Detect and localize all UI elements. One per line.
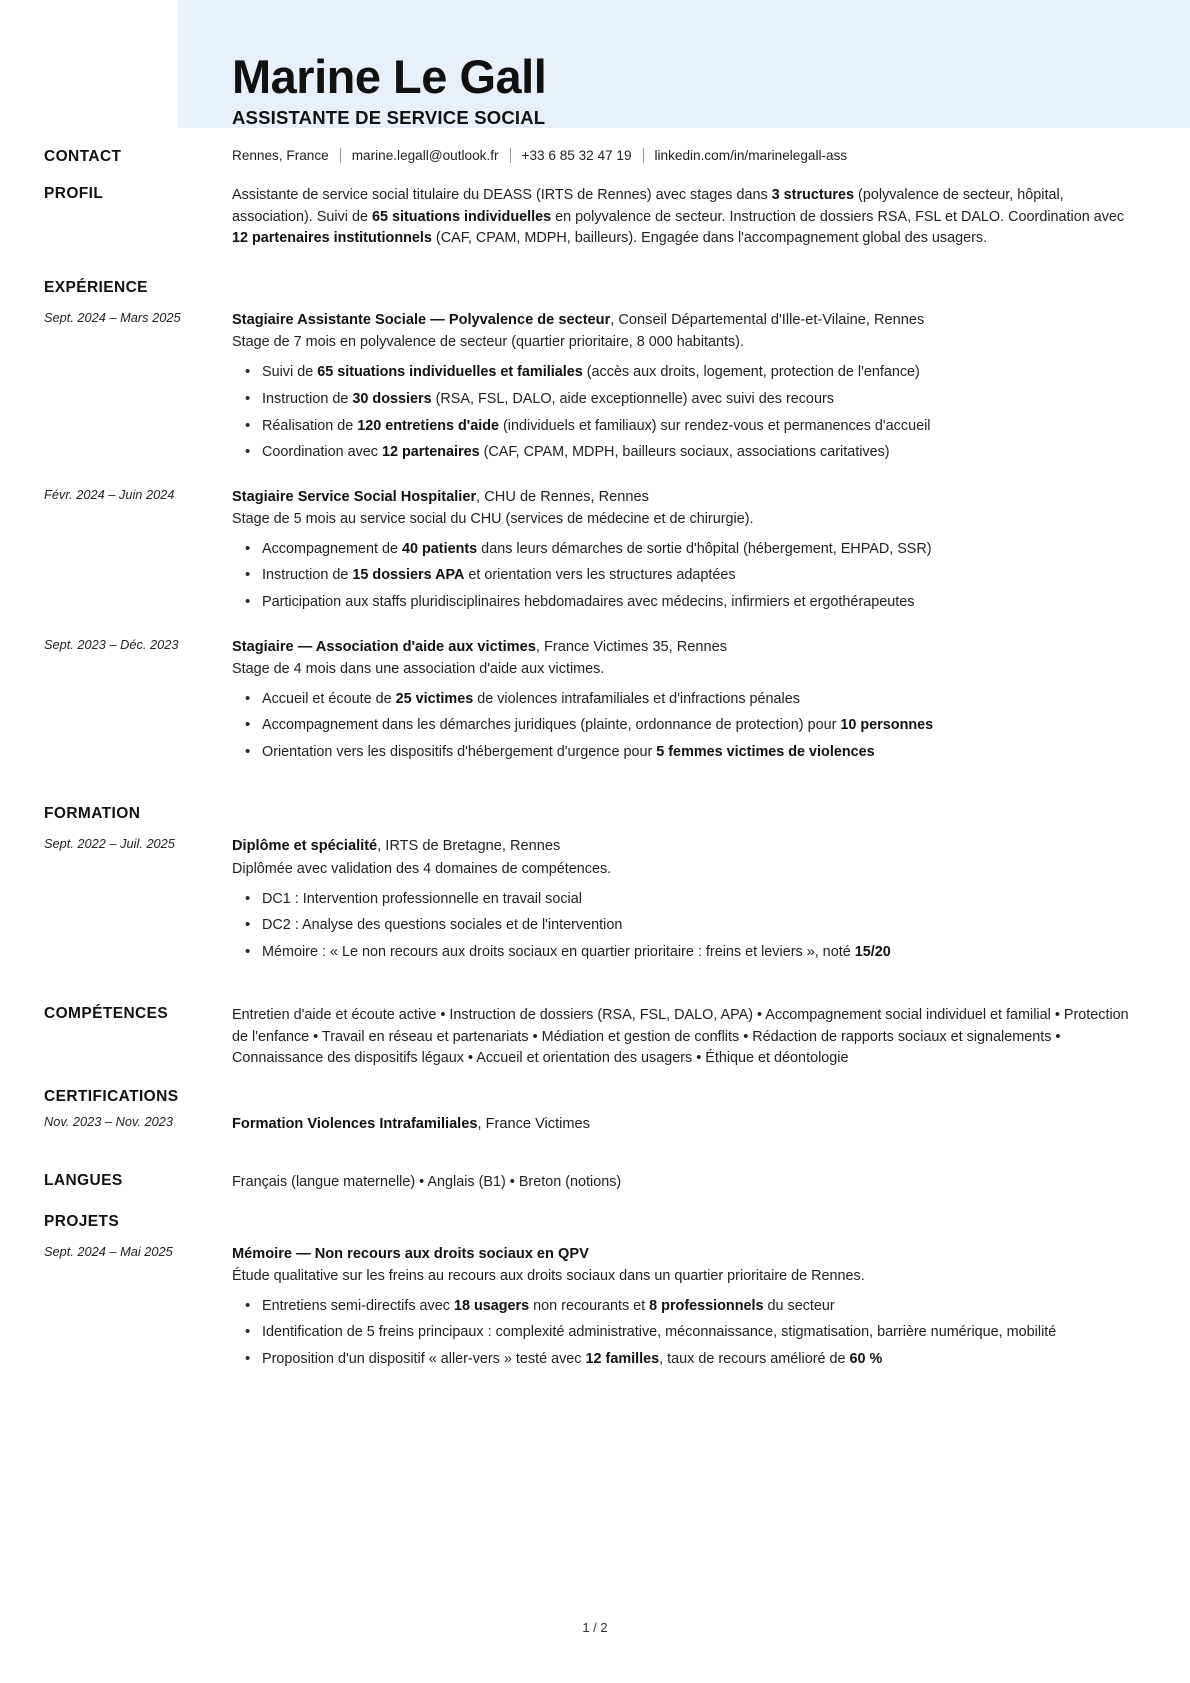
entry-daterange: Sept. 2024 – Mars 2025 [44,310,181,326]
entry-body [232,1244,1130,1376]
list-item: • Accueil et écoute de 25 victimes de violences intrafamiliales et d'infractions pénales [262,689,1130,711]
list-item: • Coordination avec 12 partenaires (CAF, CPAM, MDPH, bailleurs sociaux, associations caritatives) [262,442,1130,464]
entry-heading [232,1244,1130,1265]
job-title: ASSISTANTE DE SERVICE SOCIAL [232,107,546,129]
profil-text: Assistante de service social titulaire du DEASS (IRTS de Rennes) avec stages dans 3 structures (polyvalence de secteur, hôpital, association). Suivi de 65 situations individuelles en polyvalence de secteur. Instruction de dossiers RSA, FSL et DALO. Coordination avec 12 partenaires institutionnels (CAF, CPAM, MDPH, bailleurs). Engagée dans l'accompagnement global des usagers. [232,187,1125,246]
section-certifications-title [0,1088,1190,1106]
contact-divider [340,148,341,163]
profil-body [232,185,1130,249]
projets-items [0,1244,1190,1376]
section-title-profil: PROFIL [44,185,104,203]
entry-body [232,310,1130,468]
entry-role: Formation Violences Intrafamiliales [232,1116,478,1133]
section-title-contact: CONTACT [44,148,122,166]
section-title-projets: PROJETS [44,1212,120,1230]
entry-row [0,310,1190,468]
section-title-formation: FORMATION [44,805,141,823]
entry-bullet-list [232,539,1130,614]
contact-body [232,148,1130,166]
entry-bullet-list [232,1296,1130,1371]
contact-line [232,148,1130,163]
langues-text: Français (langue maternelle) • Anglais (B1) • Breton (notions) [232,1174,622,1191]
entry-summary: Stage de 7 mois en polyvalence de secteur (quartier prioritaire, 8 000 habitants). [232,334,744,351]
competences-text: Entretien d'aide et écoute active • Instruction de dossiers (RSA, FSL, DALO, APA) • Accompagnement social individuel et familial • Protection de l'enfance • Travail en réseau et partenariats • Médiation et gestion de conflits • Rédaction de rapports sociaux et signalements • Connaissance des dispositifs légaux • Accueil et orientation des usagers • Éthique et déontologie [232,1007,1129,1066]
page-footer [0,1620,1190,1635]
list-item: • Suivi de 65 situations individuelles et familiales (accès aux droits, logement, protection de l'enfance) [262,362,1130,384]
entry-row [0,1114,1190,1135]
contact-divider [510,148,511,163]
entry-organization: , France Victimes 35, Rennes [535,638,728,655]
contact-divider [643,148,644,163]
entry-summary: Diplômée avec validation des 4 domaines de compétences. [232,860,612,877]
competences-body [232,1005,1130,1069]
entry-row [0,487,1190,619]
page-title: Marine Le Gall [232,50,547,103]
list-item: • DC2 : Analyse des questions sociales et de l'intervention [262,915,1130,937]
entry-organization: , CHU de Rennes, Rennes [476,488,649,505]
section-formation-title [0,805,1190,823]
entry-daterange: Sept. 2022 – Juil. 2025 [44,836,175,852]
entry-daterange: Sept. 2023 – Déc. 2023 [44,636,179,652]
formation-items [0,836,1190,968]
section-title-certifications: CERTIFICATIONS [44,1088,179,1106]
list-item: • Orientation vers les dispositifs d'hébergement d'urgence pour 5 femmes victimes de violences [262,742,1130,764]
formation-gutter [44,805,232,823]
entry-bullet-list [232,362,1130,463]
entry-row [0,637,1190,769]
section-title-experience: EXPÉRIENCE [44,279,148,297]
section-title-langues: LANGUES [44,1172,123,1190]
entry-dates-gutter [44,1244,232,1376]
list-item: • Proposition d'un dispositif « aller-vers » testé avec 12 familles, taux de recours amélioré de 60 % [262,1349,1130,1371]
list-item: • Accompagnement dans les démarches juridiques (plainte, ordonnance de protection) pour 10 personnes [262,715,1130,737]
list-item: • Participation aux staffs pluridisciplinaires hebdomadaires avec médecins, infirmiers et ergothérapeutes [262,592,1130,614]
certifications-items [0,1114,1190,1135]
langues-body [232,1172,1130,1193]
entry-dates-gutter [44,836,232,968]
entry-summary: Étude qualitative sur les freins au recours aux droits sociaux dans un quartier prioritaire de Rennes. [232,1267,865,1284]
section-contact [0,148,1190,166]
entry-bullet-list [232,889,1130,964]
experience-items [0,310,1190,768]
entry-row [0,1244,1190,1376]
entry-summary: Stage de 5 mois au service social du CHU (services de médecine et de chirurgie). [232,510,754,527]
entry-body [232,637,1130,769]
page-indicator: 1 / 2 [582,1620,608,1635]
entry-organization: , France Victimes [477,1116,590,1133]
profil-gutter [44,185,232,249]
competences-gutter [44,1005,232,1069]
entry-role: Stagiaire — Association d'aide aux victimes [232,638,536,655]
contact-gutter [44,148,232,166]
entry-heading [232,637,1130,658]
entry-daterange: Févr. 2024 – Juin 2024 [44,486,175,502]
entry-body [232,1114,1130,1135]
list-item: • Identification de 5 freins principaux : complexité administrative, méconnaissance, stigmatisation, barrière numérique, mobilité [262,1322,1130,1344]
entry-dates-gutter [44,487,232,619]
entry-heading [232,836,1130,857]
contact-email[interactable]: marine.legall@outlook.fr [351,148,499,164]
entry-heading [232,487,1130,508]
entry-organization: , IRTS de Bretagne, Rennes [377,838,561,855]
entry-body [232,836,1130,968]
section-projets-title [0,1213,1190,1231]
entry-heading [232,1114,1130,1135]
entry-row [0,836,1190,968]
list-item: • Entretiens semi-directifs avec 18 usagers non recourants et 8 professionnels du secteur [262,1296,1130,1318]
entry-bullet-list [232,689,1130,764]
list-item: • Instruction de 15 dossiers APA et orientation vers les structures adaptées [262,565,1130,587]
entry-role: Stagiaire Service Social Hospitalier [232,488,477,505]
entry-daterange: Nov. 2023 – Nov. 2023 [44,1114,173,1130]
entry-role: Diplôme et spécialité [232,838,378,855]
list-item: • Mémoire : « Le non recours aux droits sociaux en quartier prioritaire : freins et leviers », noté 15/20 [262,942,1130,964]
contact-phone[interactable]: +33 6 85 32 47 19 [521,148,632,164]
projets-gutter [44,1213,232,1231]
section-experience-title [0,279,1190,297]
section-profil [0,185,1190,249]
list-item: • Instruction de 30 dossiers (RSA, FSL, DALO, aide exceptionnelle) avec suivi des recours [262,389,1130,411]
list-item: • Réalisation de 120 entretiens d'aide (individuels et familiaux) sur rendez-vous et permanences d'accueil [262,416,1130,438]
section-langues [0,1172,1190,1193]
contact-location: Rennes, France [232,148,329,164]
name-block [0,0,1190,129]
section-title-competences: COMPÉTENCES [44,1005,169,1023]
list-item: • Accompagnement de 40 patients dans leurs démarches de sortie d'hôpital (hébergement, EHPAD, SSR) [262,539,1130,561]
entry-organization: , Conseil Départemental d'Ille-et-Vilaine, Rennes [610,312,925,329]
list-item: • DC1 : Intervention professionnelle en travail social [262,889,1130,911]
experience-gutter [44,279,232,297]
entry-dates-gutter [44,310,232,468]
entry-role: Stagiaire Assistante Sociale — Polyvalence de secteur [232,312,611,329]
entry-daterange: Sept. 2024 – Mai 2025 [44,1243,173,1259]
entry-heading [232,310,1130,331]
entry-dates-gutter [44,637,232,769]
entry-dates-gutter [44,1114,232,1135]
entry-role: Mémoire — Non recours aux droits sociaux en QPV [232,1245,589,1262]
entry-summary: Stage de 4 mois dans une association d'aide aux victimes. [232,660,605,677]
certifications-gutter [44,1088,232,1106]
section-competences [0,1005,1190,1069]
langues-gutter [44,1172,232,1193]
contact-linkedin[interactable]: linkedin.com/in/marinelegall-ass [654,148,848,164]
entry-body [232,487,1130,619]
